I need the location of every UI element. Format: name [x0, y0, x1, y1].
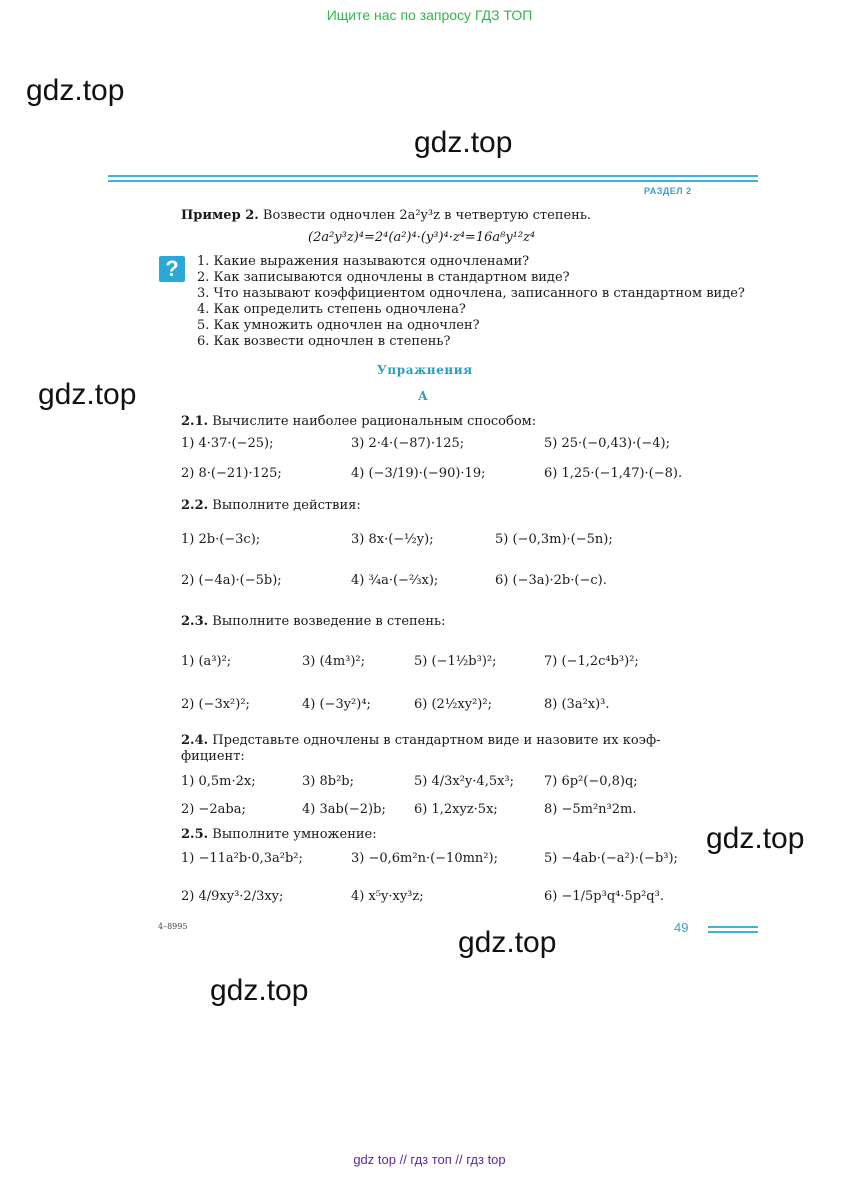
exercise-item: 3) (4m³)²;	[302, 654, 366, 669]
exercise-item: 8) (3a²x)³.	[544, 697, 610, 712]
example-line	[181, 208, 591, 223]
exercises-title: Упражнения	[377, 363, 473, 377]
exercise-item: 1) −11a²b·0,3a²b²;	[181, 851, 303, 866]
exercise-item: 2) 4/9xy³·2/3xy;	[181, 889, 284, 904]
exercise-item: 6) (−3a)·2b·(−c).	[495, 573, 607, 588]
question-item: 2. Как записываются одночлены в стандартном виде?	[197, 270, 570, 285]
header-rule	[108, 175, 758, 177]
exercise-item: 6) 1,2xyz·5x;	[414, 802, 498, 817]
exercise-item: 3) 8b²b;	[302, 774, 354, 789]
exercise-item: 4) x⁵y·xy³z;	[351, 889, 424, 904]
level-label: А	[418, 389, 429, 403]
top-search-note: Ищите нас по запросу ГДЗ ТОП	[326, 7, 533, 23]
exercise-item: 3) 8x·(−½y);	[351, 532, 434, 547]
exercise-item: 2) 8·(−21)·125;	[181, 466, 282, 481]
section-label: РАЗДЕЛ 2	[644, 186, 692, 196]
question-item: 3. Что называют коэффициентом одночлена, записанного в стандартном виде?	[197, 286, 745, 301]
exercise-2-3-heading: 2.3. Выполните возведение в степень:	[181, 614, 446, 629]
exercise-item: 6) (2½xy²)²;	[414, 697, 492, 712]
exercise-item: 5) 25·(−0,43)·(−4);	[544, 436, 670, 451]
exercise-item: 6) 1,25·(−1,47)·(−8).	[544, 466, 683, 481]
exercise-item: 1) 2b·(−3c);	[181, 532, 261, 547]
exercise-item: 2) (−4a)·(−5b);	[181, 573, 282, 588]
watermark: gdz.top	[26, 74, 125, 107]
watermark: gdz.top	[414, 126, 513, 159]
watermark: gdz.top	[38, 378, 137, 411]
exercise-item: 6) −1/5p³q⁴·5p²q³.	[544, 889, 664, 904]
exercise-2-4-heading: 2.4. Представьте одночлены в стандартном виде и назовите их коэф-	[181, 733, 661, 748]
exercise-item: 4) (−3y²)⁴;	[302, 697, 371, 712]
print-code: 4–8995	[158, 922, 188, 931]
watermark: gdz.top	[210, 974, 309, 1007]
header-rule	[108, 180, 758, 182]
exercise-item: 7) 6p²(−0,8)q;	[544, 774, 638, 789]
footer-rule	[708, 926, 758, 928]
exercise-2-5-heading: 2.5. Выполните умножение:	[181, 827, 377, 842]
exercise-item: 5) (−0,3m)·(−5n);	[495, 532, 613, 547]
exercise-2-4-heading-cont: фициент:	[181, 749, 245, 764]
example-heading: Пример 2.	[181, 208, 259, 223]
page-number: 49	[674, 920, 689, 935]
exercise-2-1-heading: 2.1. Вычислите наиболее рациональным способом:	[181, 414, 537, 429]
question-item: 6. Как возвести одночлен в степень?	[197, 334, 451, 349]
exercise-item: 2) −2aba;	[181, 802, 246, 817]
exercise-item: 4) 3ab(−2)b;	[302, 802, 386, 817]
exercise-item: 5) (−1½b³)²;	[414, 654, 497, 669]
exercise-item: 1) 0,5m·2x;	[181, 774, 256, 789]
exercise-item: 5) 4/3x²y·4,5x³;	[414, 774, 515, 789]
exercise-item: 4) ¾a·(−⅔x);	[351, 573, 439, 588]
question-icon: ?	[159, 256, 185, 282]
exercise-item: 1) (a³)²;	[181, 654, 232, 669]
watermark: gdz.top	[458, 926, 557, 959]
exercise-item: 7) (−1,2c⁴b³)²;	[544, 654, 639, 669]
footer-rule	[708, 931, 758, 933]
exercise-item: 8) −5m²n³2m.	[544, 802, 637, 817]
question-item: 4. Как определить степень одночлена?	[197, 302, 466, 317]
exercise-item: 1) 4·37·(−25);	[181, 436, 274, 451]
exercise-item: 4) (−3/19)·(−90)·19;	[351, 466, 486, 481]
exercise-2-2-heading: 2.2. Выполните действия:	[181, 498, 361, 513]
exercise-item: 5) −4ab·(−a²)·(−b³);	[544, 851, 678, 866]
example-text: Возвести одночлен 2a²y³z в четвертую степень.	[262, 208, 592, 223]
question-item: 1. Какие выражения называются одночленами?	[197, 254, 530, 269]
watermark: gdz.top	[706, 822, 805, 855]
site-footer: gdz top // гдз топ // гдз top	[353, 1152, 506, 1167]
exercise-item: 3) −0,6m²n·(−10mn²);	[351, 851, 498, 866]
exercise-item: 3) 2·4·(−87)·125;	[351, 436, 465, 451]
question-item: 5. Как умножить одночлен на одночлен?	[197, 318, 480, 333]
exercise-item: 2) (−3x²)²;	[181, 697, 250, 712]
example-formula: (2a²y³z)⁴=2⁴(a²)⁴·(y³)⁴·z⁴=16a⁸y¹²z⁴	[308, 230, 536, 245]
